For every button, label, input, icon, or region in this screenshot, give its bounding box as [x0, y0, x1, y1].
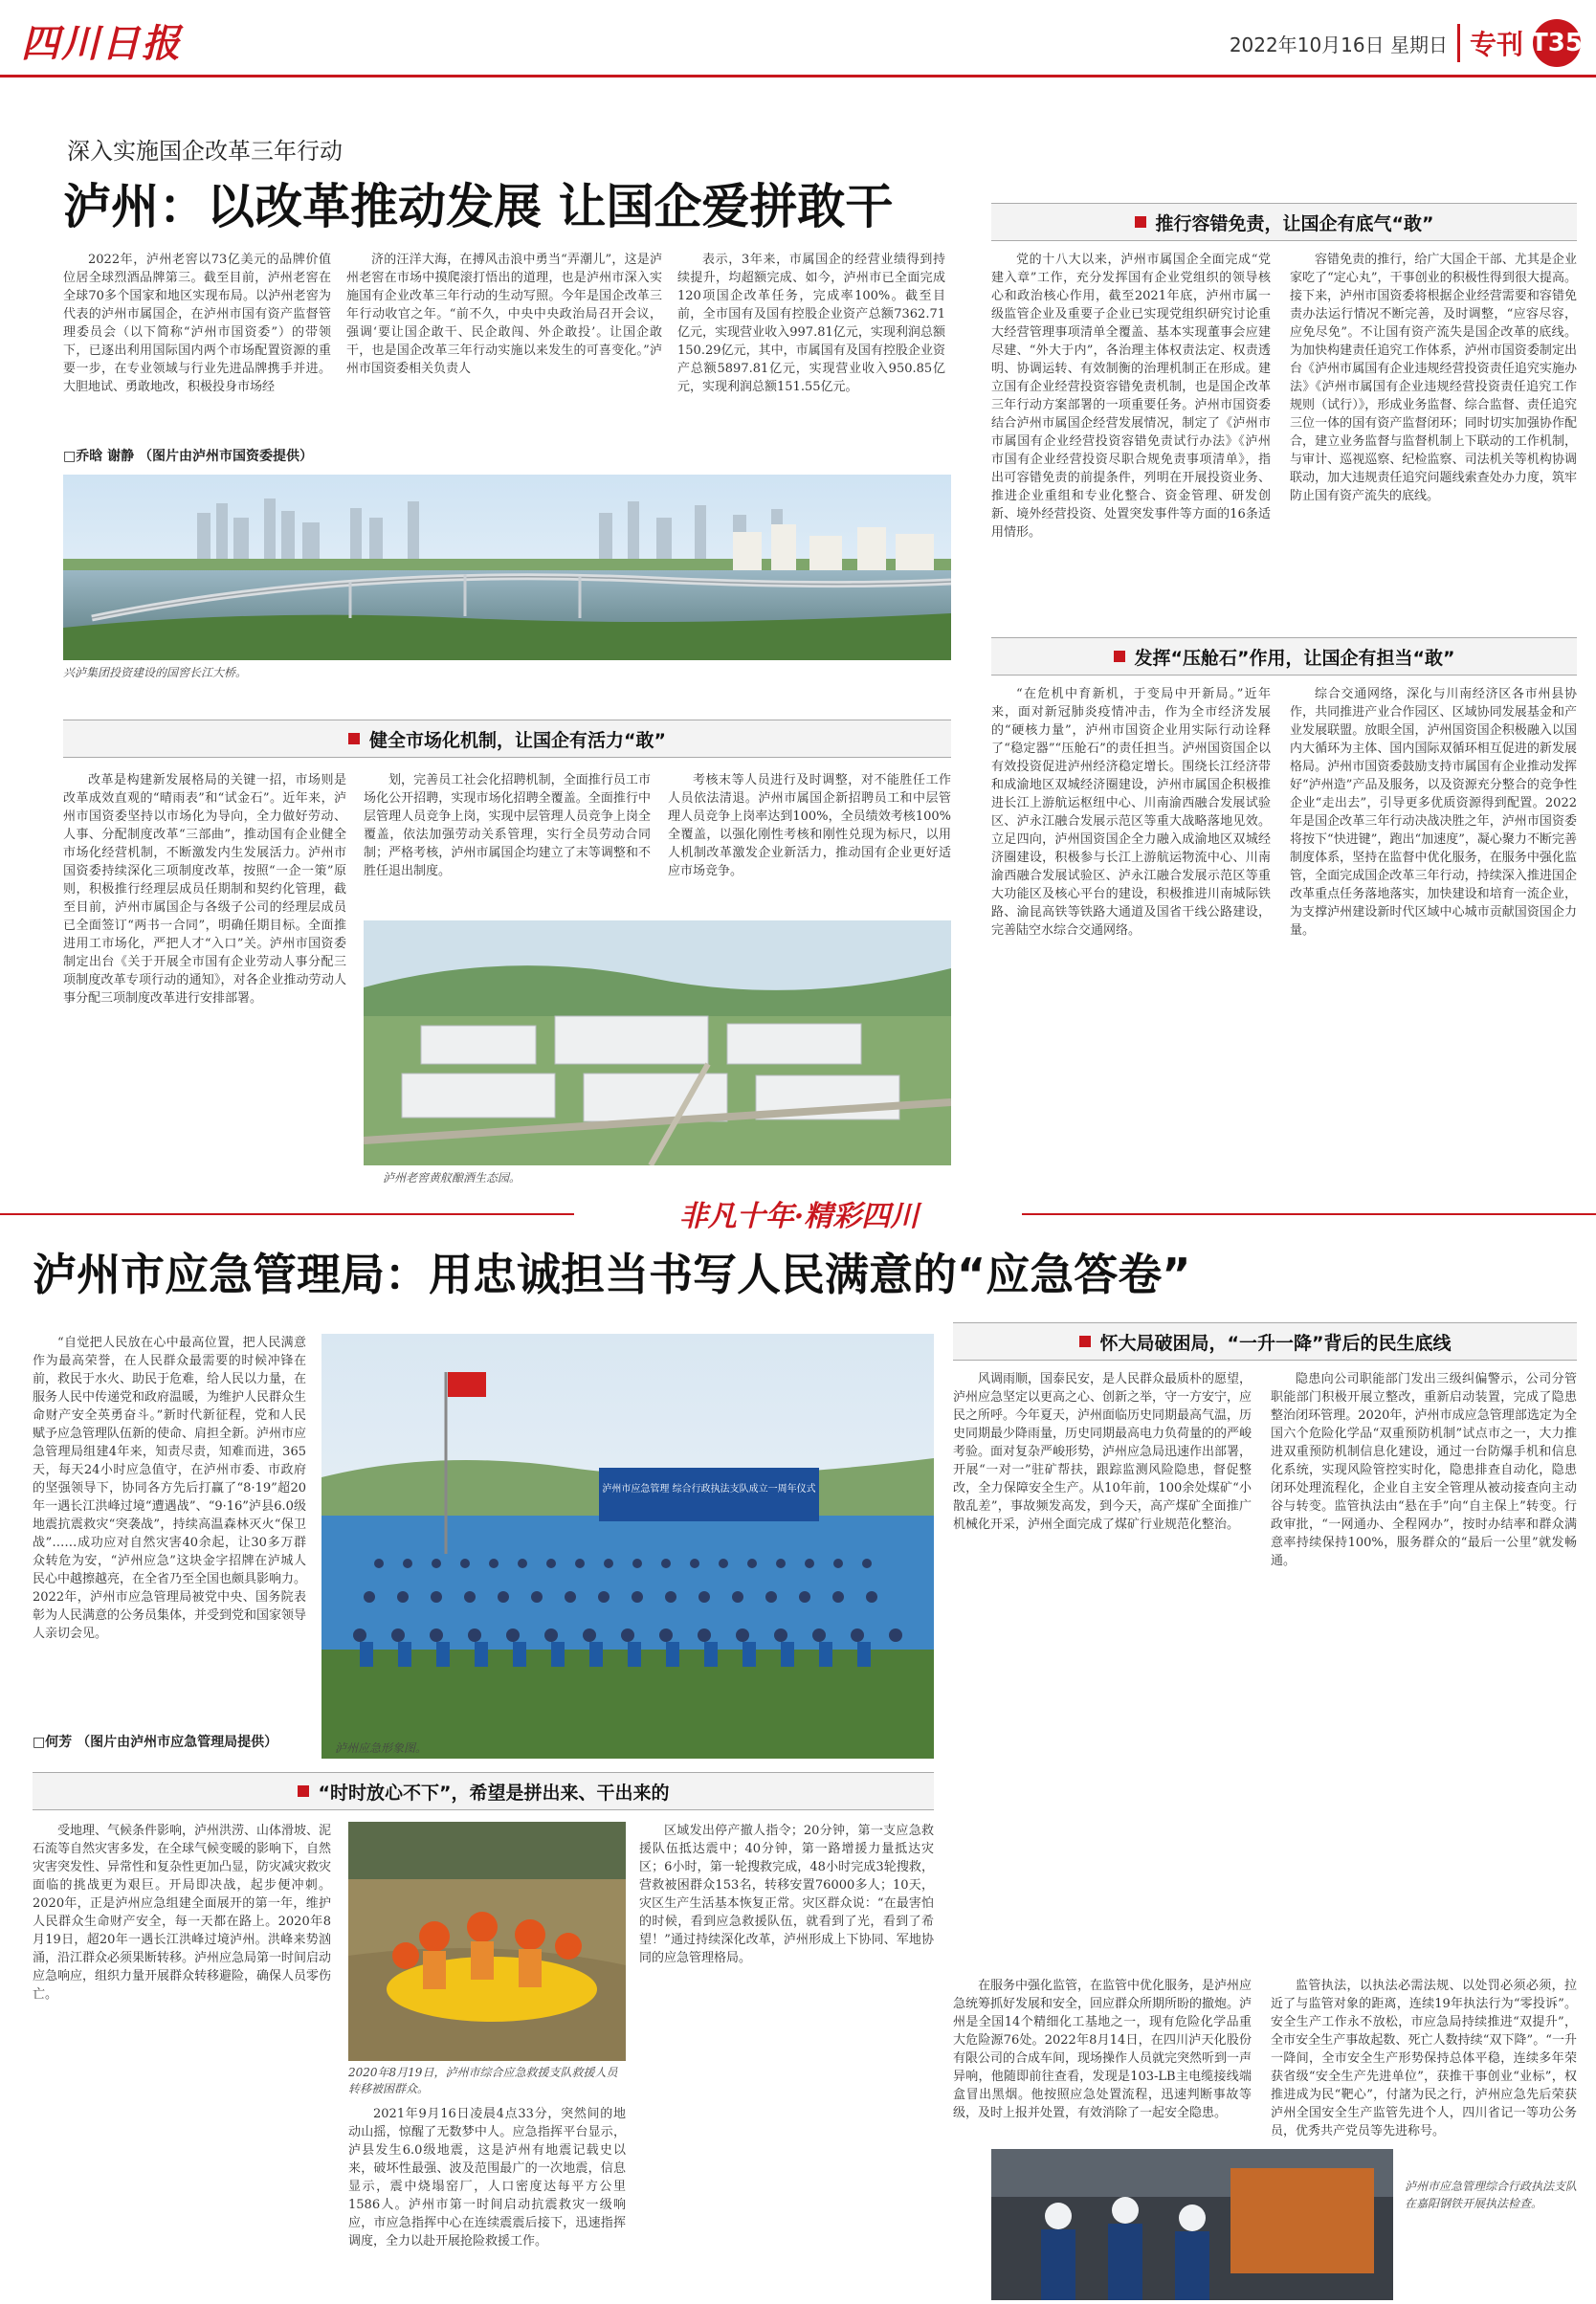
story1-section-header-1: 推行容错免责，让国企有底气“敢” [991, 203, 1577, 241]
story2-flood-caption: 2020年8月19日，泸州市综合应急救援支队救援人员转移被困群众。 [348, 2066, 618, 2095]
story2-lead: “自觉把人民放在心中最高位置，把人民满意作为最高荣誉，在人民群众最需要的时候冲锋在前，救民于水火、助民于危难，给人民以力量，在服务人民中传递党和政府温暖，为维护人民群众生命财产安全英勇奋斗。”新时代新征程，党和人民赋予应急管理队伍新的使命、肩担全新。泸州市应急管理局组建4年来，知责尽责，知难而进，365天，每天24小时应急值守，在泸州市委、市政府的坚强领导下，协同各方先后打赢了“8·19”超20年一遇长江洪峰过境“遭遇战”、“9·16”泸县6.0级地震抗震救灾“突袭战”，持续高温森林灭火“保卫战”……成功应对自然灾害40余起，让30多万群众转危为安，“泸州应急”这块金字招牌在泸城人民心中越擦越亮，在全省乃至全国也颇具影响力。2022年，泸州市应急管理局被党中央、国务院表彰为人民满意的公务员集体，并受到党和国家领导人亲切会见。 [33, 1336, 306, 1641]
story2-section-header-1: 怀大局破困局，“一升一降”背后的民生底线 [953, 1322, 1577, 1361]
page-number: T35 [1533, 19, 1581, 67]
story2-sec2-col2: 区域发出停产撤人指令；20分钟，第一支应急救援队伍抵达震中；40分钟，第一路增援力量抵达灾区；6小时，第一轮搜救完成，48小时完成3轮搜救，营救被困群众153名，转移安置76000多人；10天，灾区生产生活基本恢复正常。灾区群众说：“在最害怕的时候，看到应急救援队伍，就看到了光，看到了希望！”通过持续深化改革，泸州形成上下协同、军地协同的应急管理格局。 [639, 1824, 934, 1965]
story1-winery-caption: 泸州老窖黄舣酿酒生态园。 [383, 1171, 521, 1185]
story1-lead-col2: 济的汪洋大海，在搏风击浪中勇当“弄潮儿”，这是泸州老窖在市场中摸爬滚打悟出的道理，也是泸州市深入实施国有企业改革三年行动的生动写照。今年是国企改革三年行动收官之年。“前不久，中央中央政治局召开会议，强调‘要让国企敢干、民企敢闯、外企敢投’。让国企敢干，也是国企改革三年行动实施以来发生的可喜变化。”泸州市国资委相关负责人 [346, 253, 662, 376]
section-marker-icon [298, 1785, 309, 1797]
section-marker-icon [1135, 216, 1146, 228]
banner-rule-left [0, 1213, 574, 1215]
story1-sec2-col1: “在危机中育新机，于变局中开新局。”近年来，面对新冠肺炎疫情冲击，作为全市经济发展的“硬核力量”，泸州市国资企业用实际行动诠释了“稳定器”“压舱石”的责任担当。泸州国资国企以有效投资促进泸州经济稳定增长。围绕长江经济带和成渝地区双城经济圈建设，泸州市属国企积极推进长江上游航运枢纽中心、川南渝西融合发展试验区、泸永江融合发展示范区等重大战略落地见效。立足四向，泸州国资国企全力融入成渝地区双城经济圈建设，积极参与长江上游航运物流中心、川南渝西融合发展试验区、泸永江融合发展示范区等重大功能区及核心平台的建设，积极推进川南城际铁路、渝昆高铁等铁路大通道及国省干线公路建设，完善陆空水综合交通网络。 [991, 687, 1271, 938]
story2-sec3-col2: 监管执法，以执法必需法规、以处罚必须必须，拉近了与监管对象的距离，连续19年执法行为“零投诉”。安全生产工作永不放松，市应急局持续推进“双提升”，全市安全生产事故起数、死亡人数持续“双下降”。“一升一降间，全市安全生产形势保持总体平稳，连续多年荣获省级“安全生产先进单位”，获推干事创业“业标”，权推进成为民“靶心”，付諸为民之行，泸州应急先后荣获泸州全国安全生产监管先进个人，四川省记一等功公务员，优秀共产党员等先进称号。 [1271, 1979, 1577, 2138]
story2-inspection-photo [991, 2149, 1393, 2300]
story1-section-header-2: 发挥“压舱石”作用，让国企有担当“敢” [991, 637, 1577, 676]
story2-headline: 泸州市应急管理局：用忠诚担当书写人民满意的“应急答卷” [33, 1249, 1191, 1300]
story1-sec3-col2: 划，完善员工社会化招聘机制，全面推行员工市场化公开招聘，实现市场化招聘全覆盖。全面推行中层管理人员竞争上岗，实现中层管理人员竞争上岗全覆盖，依法加强劳动关系管理，实行全员劳动合同制；严格考核，泸州市属国企均建立了末等调整和不胜任退出制度。 [364, 773, 651, 878]
story1-lead-col3: 表示，3年来，市属国企的经营业绩得到持续提升，均超额完成、如今，泸州市已全面完成120项国企改革任务，完成率100%。截至目前，全市国有及国有控股企业资产总额7362.71亿元，实现营业收入997.81亿元，实现利润总额150.29亿元，其中，市属国有及国有控股企业资产总额5897.81亿元，实现营业收入950.85亿元，实现利润总额151.55亿元。 [677, 253, 945, 394]
story2-sec2-col3b: 2021年9月16日凌晨4点33分，突然间的地动山摇，惊醒了无数梦中人。应急指挥平台显示，泸县发生6.0级地震，这是泸州有地震记载史以来，破坏性最强、波及范围最广的一次地震，信息显示，震中烧塌窑厂，人口密度达每平方公里1586人。泸州市第一时间启动抗震救灾一级响应，市应急指挥中心在连续震震后接下，迅速指挥调度，全力以赴开展抢险救援工作。 [348, 2107, 626, 2249]
story1-sec1-col2: 容错免责的推行，给广大国企干部、尤其是企业家吃了“定心丸”，干事创业的积极性得到很大提高。接下来，泸州市国资委将根据企业经营需要和容错免责办法运行情况不断完善，及时调整，“应容尽容，应免尽免”。不让国有资产流失是国企改革的底线。为加快构建责任追究工作体系，泸州市国资委制定出台《泸州市属国有企业违规经营投资责任追究实施办法》《泸州市属国有企业违规经营投资责任追究工作规则（试行）》，形成业务监督、综合监督、责任追究三位一体的国有资产监督闭环；同时切实加强协作配合，建立业务监督与监督机制上下联动的工作机制，与审计、巡视巡察、纪检监察、司法机关等机构协调联动，加大违规责任追究问题线索查处办力度，筑牢防止国有资产流失的底线。 [1290, 253, 1577, 503]
story1-lead-col1: 2022年，泸州老窖以73亿美元的品牌价值位居全球烈酒品牌第三。截至目前，泸州老窖在全球70多个国家和地区实现布局。以泸州老窖为代表的泸州市属国企，在泸州市国有资产监督管理委员会（以下简称“泸州市国资委”）的带领下，已逐出利用国际国内两个市场配置资源的重要一步，在专业领域与行业先进品牌携手并进。大胆地试、勇敢地改，积极投身市场经 [63, 253, 331, 394]
masthead-rule [0, 75, 1596, 78]
story2-sec1-col2: 隐患向公司职能部门发出三级纠偏警示，公司分管职能部门积极开展立整改，重新启动装置，完成了隐患整治闭环管理。2020年，泸州市成应急管理部选定为全国六个危险化学品“双重预防机制”试点市之一，大力推进双重预防机制信息化建设，通过一台防爆手机和信息化系统，实现风险管控实时化，隐患排查自动化，隐患闭环处理流程化，企业自主安全管理从被动接查向主动谷与转变。监管执法由“悬在手”向“自主保上”转变。行政审批，“一网通办、全程网办”，按时办结率和群众满意率持续保持100%，服务群众的“最后一公里”就发畅通。 [1271, 1372, 1577, 1568]
section-marker-icon [1114, 651, 1125, 662]
story2-section-header-2: “时时放心不下”，希望是拼出来、干出来的 [33, 1772, 934, 1810]
section-marker-icon [1079, 1336, 1091, 1347]
story1-sec1-col1: 党的十八大以来，泸州市属国企全面完成“党建入章”工作，充分发挥国有企业党组织的领导核心和政治核心作用，截至2021年底，泸州市属一级监管企业及重要子企业已实现党组织研究讨论重大经营管理事项清单全覆盖、基本实现董事会应建尽建、“外大于内”，各治理主体权责法定、权责透明、协调运转、有效制衡的治理机制正在形成。建立国有企业经营投资容错免责机制，也是国企改革三年行动方案部署的一项重要任务。泸州市国资委结合泸州市属国企经营发展情况，制定了《泸州市市属国有企业经营投资容错免责试行办法》《泸州市国有企业经营投资尽职合规免责事项清单》，指出可容错免责的前提条件，列明在开展投资业务、推进企业重组和专业化整合、资金管理、研发创新、境外经营投资、处置突发事件等方面的16条适用情形。 [991, 253, 1271, 540]
section-marker-icon [348, 733, 360, 744]
story1-photo-caption: 兴泸集团投资建设的国窖长江大桥。 [63, 666, 248, 679]
story2-sec2-col1: 受地理、气候条件影响，泸州洪涝、山体滑坡、泥石流等自然灾害多发，在全球气候变暖的影响下，自然灾害突发性、异常性和复杂性更加凸显，防灾减灾救灾面临的挑战更为艰巨。开局即决战，起步便冲刺。2020年，正是泸州应急组建全面展开的第一年，维护人民群众生命财产安全，每一天都在路上。2020年8月19日，超20年一遇长江洪峰过境泸州。洪峰来势汹涌，沿江群众必须果断转移。泸州应急局第一时间启动应急响应，组织力量开展群众转移避险，确保人员零伤亡。 [33, 1824, 331, 2002]
story2-sec1-col1: 风调雨顺，国泰民安，是人民群众最质朴的愿望，泸州应急坚定以更高之心、创新之举，守一方安宁，应民之所呼。今年夏天，泸州面临历史同期最高气温，历史同期最少降雨量，历史同期最高电力负荷量的的严峻考验。面对复杂严峻形势，泸州应急局迅速作出部署，开展“一对一”驻矿帮扶，跟踪监测风险隐患，督促整改，全力保障安全生产。从10年前，100余处煤矿“小散乱差”，事故频发高发，到今天，高产煤矿全面推广机械化开采，泸州全面完成了煤矿行业规范化整治。 [953, 1372, 1252, 1532]
issue-date: 2022年10月16日 星期日 [1229, 33, 1448, 56]
masthead-info [1230, 19, 1581, 67]
story1-sec2-col2: 综合交通网络，深化与川南经济区各市州县协作，共同推进产业合作园区、区域协同发展基金和产业发展联盟。放眼全国，泸州国资国企积极融入以国内大循环为主体、国内国际双循环相互促进的新发展格局。泸州市国资委鼓励支持市属国有企业推动发挥好“泸州造”产品及服务，以及资源充分整合的竞争性企业“走出去”，引导更多优质资源得到配置。2022年是国企改革三年行动决战决胜之年，泸州市国资委将按下“快进键”，跑出“加速度”，凝心聚力不断完善制度体系，坚持在监督中优化服务，在服务中强化监管，全面完成国企改革三年行动，持续深入推进国企改革重点任务落地落实，加快建设和培育一流企业，为支撑泸州建设新时代区域中心城市贡献国资国企力量。 [1290, 687, 1577, 938]
story1-kicker: 深入实施国企改革三年行动 [67, 138, 343, 165]
story1-sec3-col1: 改革是构建新发展格局的关键一招，市场则是改革成效直观的“晴雨表”和“试金石”。近年来，泸州市国资委坚持以市场化为导向，全力做好劳动、人事、分配制度改革“三部曲”，推动国有企业健全市场化经营机制，不断激发内生发展活力。泸州市国资委持续深化三项制度改革，按照“一企一策”原则，积极推行经理层成员任期制和契约化管理，截至目前，泸州市属国企与各级子公司的经理层成员已全面签订“两书一合同”，明确任期目标。全面推进用工市场化，严把人才“入口”关。泸州市国资委制定出台《关于开展全市国有企业劳动人事分配三项制度改革专项行动的通知》，对各企业推动劳动人事分配三项制度改革进行安排部署。 [63, 773, 346, 1006]
story1-sec3-col3: 考核末等人员进行及时调整，对不能胜任工作人员依法清退。泸州市属国企新招聘员工和中层管理人员竞争上岗率达到100%，全员绩效考核100%全覆盖，以强化刚性考核和刚性兑现为标尺，以用人机制改革激发企业新活力，推动国有企业更好适应市场竞争。 [668, 773, 951, 878]
story2-ceremony-photo [321, 1334, 934, 1759]
story1-credit: □乔晗 谢静 （图片由泸州市国资委提供） [63, 449, 313, 464]
section-label: 专刊 [1457, 24, 1523, 62]
story2-inspection-caption: 泸州市应急管理综合行政执法支队在嘉阳钢铁开展执法检查。 [1405, 2180, 1578, 2210]
story2-photo-caption: 泸州应急形象图。 [335, 1741, 428, 1755]
story1-section-header-3: 健全市场化机制，让国企有活力“敢” [63, 720, 951, 758]
story1-bridge-photo [63, 475, 951, 660]
story2-flood-photo [348, 1822, 626, 2061]
story2-sec3-col1: 在服务中强化监管，在监管中优化服务，是泸州应急统筹抓好发展和安全，回应群众所期所盼的撤炮。泸州是全国14个精细化工基地之一，现有危险化学品重大危险源76处。2022年8月14日，在四川泸天化股份有限公司的合成车间，现场操作人员就完突然听到一声异响，他随即前往查看，发现是103-LB主电缆接线端盒冒出黑烟。他按照应急处置流程，迅速判断事故等级，及时上报并处置，有效消除了一起安全隐患。 [953, 1979, 1252, 2120]
stage-banner-text: 泸州市应急管理 综合行政执法支队成立一周年仪式 [602, 1484, 816, 1495]
story1-headline: 泸州：以改革推动发展 让国企爱拼敢干 [63, 179, 894, 234]
banner-rule-right [1022, 1213, 1596, 1215]
newspaper-logo: 四川日报 [21, 21, 182, 66]
banner-slogan: 非凡十年·精彩四川 [678, 1200, 920, 1233]
story2-credit: □何芳 （图片由泸州市应急管理局提供） [33, 1735, 278, 1750]
story1-winery-photo [364, 920, 951, 1165]
